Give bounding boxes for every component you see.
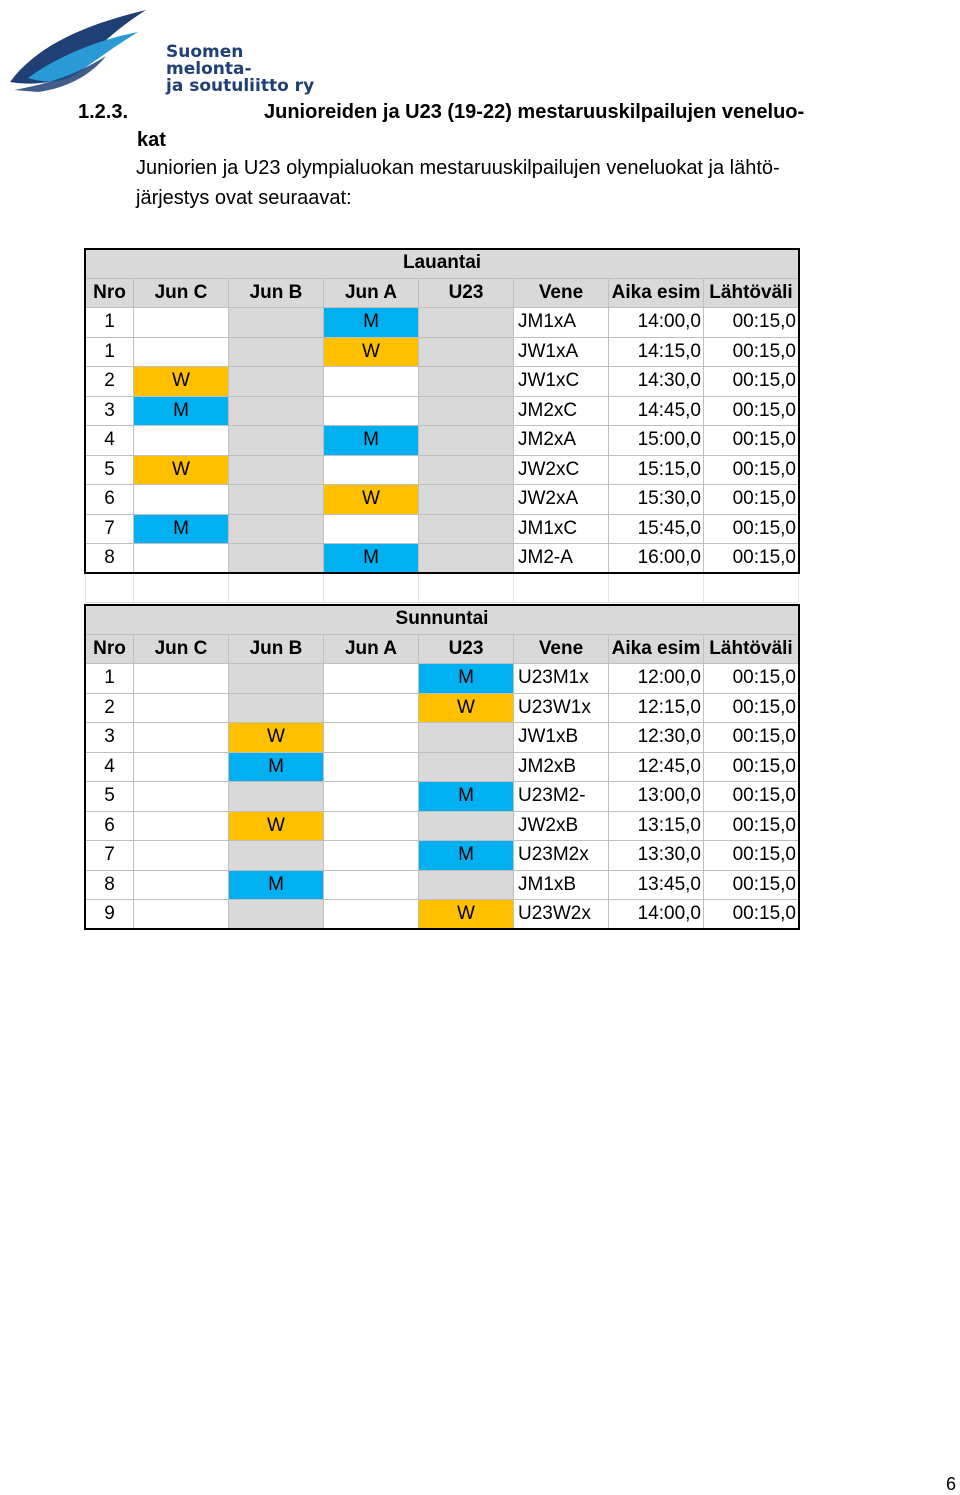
column-header-nro: Nro: [86, 278, 134, 308]
cell-aika: 14:15,0: [609, 337, 704, 367]
cell-nro: 8: [86, 870, 134, 900]
saturday-day-title: Lauantai: [86, 249, 799, 279]
cell-u23: [419, 485, 514, 515]
cell-lahtovali: 00:15,0: [704, 752, 799, 782]
logo-line-2: melonta-: [166, 59, 252, 79]
cell-jun_a: [324, 514, 419, 544]
blank-cell: [514, 573, 609, 603]
cell-u23: [419, 426, 514, 456]
cell-jun_c: [134, 544, 229, 574]
cell-jun_c: [134, 426, 229, 456]
cell-lahtovali: 00:15,0: [704, 337, 799, 367]
cell-jun_a: [324, 841, 419, 871]
cell-jun_b: M: [229, 752, 324, 782]
cell-jun_c: [134, 811, 229, 841]
column-header-jun_c: Jun C: [134, 278, 229, 308]
cell-vene: JM2-A: [514, 544, 609, 574]
cell-aika: 14:00,0: [609, 308, 704, 338]
cell-aika: 13:00,0: [609, 782, 704, 812]
cell-aika: 15:45,0: [609, 514, 704, 544]
intro-line-2: järjestys ovat seuraavat:: [136, 187, 352, 209]
cell-jun_b: [229, 841, 324, 871]
cell-nro: 3: [86, 723, 134, 753]
cell-u23: M: [419, 841, 514, 871]
cell-jun_b: [229, 367, 324, 397]
column-header-jun_c: Jun C: [134, 634, 229, 664]
table-row: [86, 752, 799, 782]
cell-nro: 1: [86, 337, 134, 367]
cell-jun_b: [229, 782, 324, 812]
cell-aika: 13:45,0: [609, 870, 704, 900]
table-row: [86, 485, 799, 515]
cell-jun_c: W: [134, 455, 229, 485]
table-row: [86, 396, 799, 426]
cell-aika: 12:30,0: [609, 723, 704, 753]
section-number: 1.2.3.: [78, 101, 129, 123]
logo-line-3: ja soutuliitto ry: [166, 76, 315, 96]
page-number: 6: [945, 1474, 956, 1494]
cell-jun_b: [229, 337, 324, 367]
cell-lahtovali: 00:15,0: [704, 396, 799, 426]
cell-jun_b: [229, 664, 324, 694]
table-row: [86, 308, 799, 338]
cell-vene: JM1xB: [514, 870, 609, 900]
cell-vene: U23M1x: [514, 664, 609, 694]
cell-jun_c: [134, 752, 229, 782]
column-header-lahtovali: Lähtöväli: [704, 278, 799, 308]
cell-vene: JW2xC: [514, 455, 609, 485]
column-header-aika: Aika esim: [609, 278, 704, 308]
cell-u23: [419, 723, 514, 753]
cell-vene: JW1xB: [514, 723, 609, 753]
cell-jun_a: [324, 811, 419, 841]
cell-jun_c: [134, 693, 229, 723]
column-header-u23: U23: [419, 634, 514, 664]
bird-logo-icon: [8, 4, 168, 96]
cell-nro: 5: [86, 455, 134, 485]
cell-jun_a: [324, 367, 419, 397]
cell-lahtovali: 00:15,0: [704, 693, 799, 723]
federation-logo: [8, 4, 315, 96]
cell-lahtovali: 00:15,0: [704, 485, 799, 515]
table-row: [86, 544, 799, 574]
cell-u23: [419, 455, 514, 485]
cell-jun_c: [134, 782, 229, 812]
cell-lahtovali: 00:15,0: [704, 544, 799, 574]
cell-lahtovali: 00:15,0: [704, 367, 799, 397]
cell-u23: [419, 396, 514, 426]
cell-nro: 5: [86, 782, 134, 812]
cell-nro: 7: [86, 514, 134, 544]
table-row: [86, 514, 799, 544]
blank-row: [86, 573, 799, 603]
cell-jun_b: W: [229, 811, 324, 841]
cell-nro: 1: [86, 664, 134, 694]
column-header-nro: Nro: [86, 634, 134, 664]
column-header-aika: Aika esim: [609, 634, 704, 664]
cell-lahtovali: 00:15,0: [704, 664, 799, 694]
cell-aika: 14:45,0: [609, 396, 704, 426]
cell-lahtovali: 00:15,0: [704, 455, 799, 485]
cell-lahtovali: 00:15,0: [704, 514, 799, 544]
table-row: [86, 841, 799, 871]
cell-vene: U23W1x: [514, 693, 609, 723]
cell-vene: JW2xB: [514, 811, 609, 841]
cell-lahtovali: 00:15,0: [704, 308, 799, 338]
cell-nro: 9: [86, 900, 134, 930]
sunday-day-title: Sunnuntai: [86, 605, 799, 635]
cell-u23: [419, 752, 514, 782]
blank-cell: [229, 573, 324, 603]
cell-lahtovali: 00:15,0: [704, 426, 799, 456]
cell-jun_b: [229, 426, 324, 456]
cell-jun_a: M: [324, 426, 419, 456]
table-row: [86, 693, 799, 723]
cell-jun_c: M: [134, 396, 229, 426]
section-title-line-1: Junioreiden ja U23 (19-22) mestaruuskilpailujen veneluo-: [264, 101, 805, 123]
table-row: [86, 811, 799, 841]
cell-jun_a: [324, 396, 419, 426]
cell-jun_c: [134, 870, 229, 900]
cell-jun_c: [134, 308, 229, 338]
cell-jun_a: [324, 723, 419, 753]
cell-jun_a: [324, 664, 419, 694]
cell-jun_b: M: [229, 870, 324, 900]
cell-aika: 16:00,0: [609, 544, 704, 574]
cell-lahtovali: 00:15,0: [704, 900, 799, 930]
cell-aika: 13:30,0: [609, 841, 704, 871]
cell-jun_b: [229, 308, 324, 338]
blank-cell: [86, 573, 134, 603]
cell-lahtovali: 00:15,0: [704, 723, 799, 753]
cell-jun_a: [324, 900, 419, 930]
cell-jun_a: [324, 693, 419, 723]
cell-jun_b: [229, 544, 324, 574]
cell-jun_a: [324, 752, 419, 782]
cell-aika: 12:45,0: [609, 752, 704, 782]
column-header-jun_a: Jun A: [324, 634, 419, 664]
blank-cell: [419, 573, 514, 603]
column-header-u23: U23: [419, 278, 514, 308]
cell-nro: 2: [86, 693, 134, 723]
cell-jun_b: [229, 693, 324, 723]
table-row: [86, 426, 799, 456]
table-row: [86, 664, 799, 694]
cell-jun_a: W: [324, 485, 419, 515]
cell-vene: U23M2-: [514, 782, 609, 812]
sunday-schedule-table: [85, 604, 799, 930]
blank-cell: [704, 573, 799, 603]
column-header-vene: Vene: [514, 278, 609, 308]
cell-u23: [419, 514, 514, 544]
cell-u23: [419, 544, 514, 574]
cell-vene: JW1xC: [514, 367, 609, 397]
blank-cell: [134, 573, 229, 603]
cell-u23: [419, 308, 514, 338]
cell-u23: W: [419, 900, 514, 930]
cell-lahtovali: 00:15,0: [704, 841, 799, 871]
cell-u23: M: [419, 782, 514, 812]
cell-jun_b: W: [229, 723, 324, 753]
blank-cell: [609, 573, 704, 603]
cell-aika: 12:15,0: [609, 693, 704, 723]
cell-jun_c: M: [134, 514, 229, 544]
cell-lahtovali: 00:15,0: [704, 870, 799, 900]
cell-u23: [419, 337, 514, 367]
column-header-lahtovali: Lähtöväli: [704, 634, 799, 664]
table-row: [86, 367, 799, 397]
cell-u23: [419, 811, 514, 841]
cell-vene: JM2xB: [514, 752, 609, 782]
cell-nro: 4: [86, 752, 134, 782]
cell-vene: U23M2x: [514, 841, 609, 871]
saturday-schedule-table: [85, 248, 799, 603]
intro-line-1: Juniorien ja U23 olympialuokan mestaruuskilpailujen veneluokat ja lähtö-: [136, 157, 780, 179]
cell-jun_b: [229, 514, 324, 544]
column-header-vene: Vene: [514, 634, 609, 664]
table-row: [86, 723, 799, 753]
cell-jun_c: [134, 485, 229, 515]
cell-jun_a: M: [324, 544, 419, 574]
cell-aika: 15:30,0: [609, 485, 704, 515]
cell-aika: 14:00,0: [609, 900, 704, 930]
cell-lahtovali: 00:15,0: [704, 811, 799, 841]
table-row: [86, 455, 799, 485]
column-header-jun_a: Jun A: [324, 278, 419, 308]
table-row: [86, 337, 799, 367]
cell-nro: 4: [86, 426, 134, 456]
cell-vene: JM1xA: [514, 308, 609, 338]
cell-aika: 15:00,0: [609, 426, 704, 456]
cell-nro: 2: [86, 367, 134, 397]
cell-jun_a: [324, 782, 419, 812]
cell-jun_a: W: [324, 337, 419, 367]
cell-u23: W: [419, 693, 514, 723]
intro-paragraph: [136, 153, 936, 213]
cell-vene: JM1xC: [514, 514, 609, 544]
cell-aika: 14:30,0: [609, 367, 704, 397]
section-title-line-2: kat: [137, 129, 166, 151]
cell-vene: JM2xA: [514, 426, 609, 456]
cell-jun_b: [229, 900, 324, 930]
cell-jun_c: [134, 900, 229, 930]
table-row: [86, 870, 799, 900]
cell-lahtovali: 00:15,0: [704, 782, 799, 812]
cell-vene: JW1xA: [514, 337, 609, 367]
column-header-jun_b: Jun B: [229, 634, 324, 664]
cell-vene: JW2xA: [514, 485, 609, 515]
cell-jun_b: [229, 485, 324, 515]
cell-aika: 15:15,0: [609, 455, 704, 485]
blank-cell: [324, 573, 419, 603]
cell-jun_c: [134, 841, 229, 871]
cell-nro: 6: [86, 485, 134, 515]
table-row: [86, 900, 799, 930]
cell-nro: 8: [86, 544, 134, 574]
cell-jun_c: [134, 664, 229, 694]
cell-u23: M: [419, 664, 514, 694]
cell-jun_b: [229, 396, 324, 426]
cell-nro: 6: [86, 811, 134, 841]
cell-nro: 1: [86, 308, 134, 338]
cell-nro: 3: [86, 396, 134, 426]
cell-jun_a: [324, 455, 419, 485]
cell-u23: [419, 367, 514, 397]
cell-jun_a: M: [324, 308, 419, 338]
cell-jun_c: W: [134, 367, 229, 397]
cell-vene: U23W2x: [514, 900, 609, 930]
cell-jun_c: [134, 723, 229, 753]
cell-jun_b: [229, 455, 324, 485]
cell-nro: 7: [86, 841, 134, 871]
column-header-jun_b: Jun B: [229, 278, 324, 308]
table-row: [86, 782, 799, 812]
cell-jun_c: [134, 337, 229, 367]
cell-aika: 13:15,0: [609, 811, 704, 841]
cell-u23: [419, 870, 514, 900]
cell-aika: 12:00,0: [609, 664, 704, 694]
cell-vene: JM2xC: [514, 396, 609, 426]
logo-line-1: Suomen: [166, 42, 244, 62]
cell-jun_a: [324, 870, 419, 900]
